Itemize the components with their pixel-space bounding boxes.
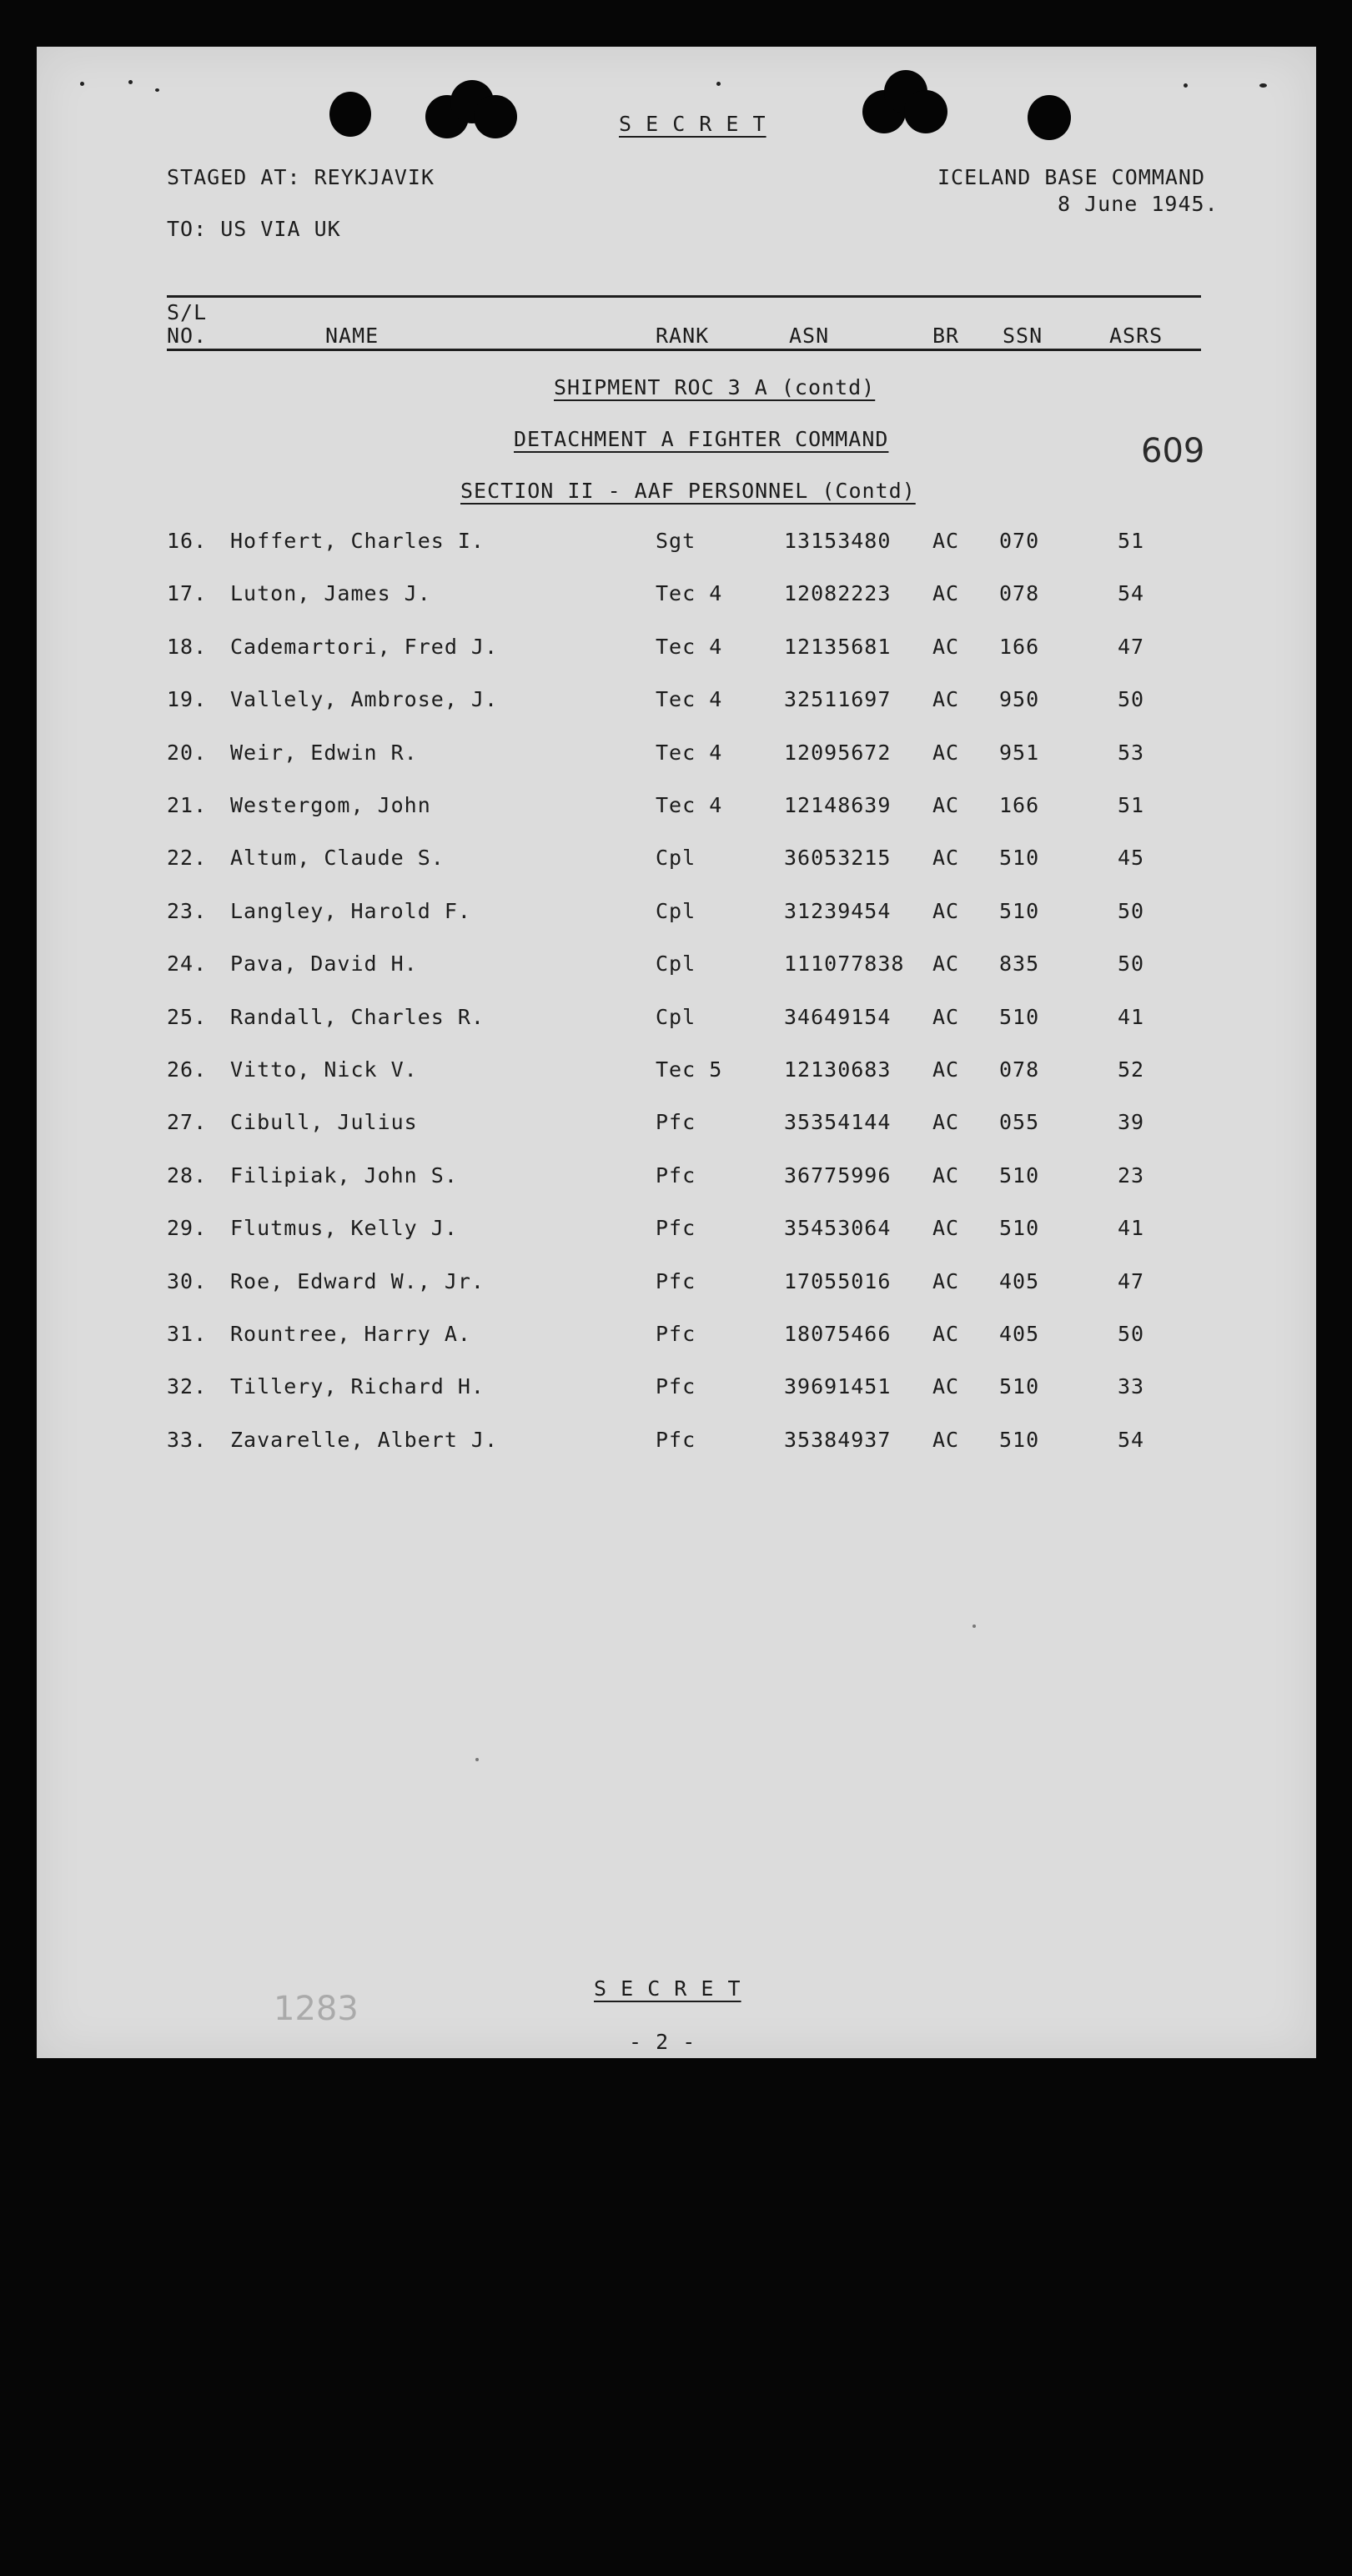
row-asrs: 50 [1118,1322,1145,1346]
row-asrs: 50 [1118,899,1145,923]
row-number: 33. [167,1428,208,1452]
row-br: AC [932,1110,960,1134]
row-rank: Pfc [656,1163,696,1188]
row-br: AC [932,581,960,605]
row-number: 17. [167,581,208,605]
speck [475,1758,479,1761]
row-number: 24. [167,952,208,976]
row-rank: Tec 4 [656,687,723,711]
row-asn: 34649154 [784,1005,892,1029]
document-page [37,47,1316,2058]
detachment-title: DETACHMENT A FIGHTER COMMAND [514,427,889,451]
row-name: Vallely, Ambrose, J. [230,687,499,711]
col-br: BR [932,324,960,348]
col-sl-no-line2: NO. [167,324,208,348]
row-br: AC [932,741,960,765]
row-asn: 36053215 [784,846,892,870]
row-asrs: 54 [1118,581,1145,605]
speck [1184,83,1188,88]
row-number: 26. [167,1057,208,1082]
row-asrs: 53 [1118,741,1145,765]
row-name: Pava, David H. [230,952,418,976]
row-asn: 12082223 [784,581,892,605]
row-ssn: 835 [999,952,1040,976]
row-asn: 35453064 [784,1216,892,1240]
row-ssn: 405 [999,1322,1040,1346]
punch-hole-left [329,92,371,137]
row-asrs: 39 [1118,1110,1145,1134]
row-br: AC [932,687,960,711]
row-asn: 35384937 [784,1428,892,1452]
row-asn: 111077838 [784,952,905,976]
row-number: 30. [167,1269,208,1293]
col-ssn: SSN [1003,324,1043,348]
speck [1259,83,1267,88]
row-rank: Cpl [656,846,696,870]
row-name: Randall, Charles R. [230,1005,485,1029]
row-br: AC [932,1322,960,1346]
row-number: 31. [167,1322,208,1346]
row-asn: 12095672 [784,741,892,765]
row-name: Hoffert, Charles I. [230,529,485,553]
row-asn: 18075466 [784,1322,892,1346]
row-name: Tillery, Richard H. [230,1374,485,1398]
row-ssn: 950 [999,687,1040,711]
row-name: Langley, Harold F. [230,899,471,923]
row-asrs: 23 [1118,1163,1145,1188]
row-br: AC [932,1005,960,1029]
row-ssn: 510 [999,1163,1040,1188]
speck [128,80,133,84]
row-ssn: 510 [999,899,1040,923]
command: ICELAND BASE COMMAND [937,165,1206,189]
row-number: 27. [167,1110,208,1134]
col-name: NAME [325,324,379,348]
row-ssn: 510 [999,1428,1040,1452]
row-name: Cibull, Julius [230,1110,418,1134]
row-asrs: 54 [1118,1428,1145,1452]
row-asrs: 47 [1118,1269,1145,1293]
row-asn: 12148639 [784,793,892,817]
header-rule-bottom [167,349,1201,351]
row-name: Cademartori, Fred J. [230,635,499,659]
row-number: 28. [167,1163,208,1188]
speck [155,88,159,92]
row-asn: 39691451 [784,1374,892,1398]
row-asrs: 51 [1118,529,1145,553]
row-rank: Pfc [656,1428,696,1452]
col-sl-no-line1: S/L [167,300,208,324]
header-rule-top [167,295,1201,298]
row-br: AC [932,952,960,976]
row-name: Rountree, Harry A. [230,1322,471,1346]
row-ssn: 510 [999,846,1040,870]
punch-hole-cluster-right [904,90,947,133]
row-br: AC [932,1216,960,1240]
row-rank: Cpl [656,899,696,923]
row-number: 29. [167,1216,208,1240]
row-rank: Cpl [656,1005,696,1029]
row-asrs: 41 [1118,1005,1145,1029]
row-name: Flutmus, Kelly J. [230,1216,458,1240]
row-ssn: 510 [999,1374,1040,1398]
row-rank: Sgt [656,529,696,553]
row-br: AC [932,635,960,659]
punch-hole-right [1028,95,1071,140]
row-ssn: 405 [999,1269,1040,1293]
row-asrs: 50 [1118,687,1145,711]
row-ssn: 078 [999,581,1040,605]
row-rank: Tec 4 [656,793,723,817]
row-br: AC [932,1057,960,1082]
classification-bottom: S E C R E T [594,1976,741,2001]
row-br: AC [932,1269,960,1293]
row-number: 32. [167,1374,208,1398]
row-asrs: 33 [1118,1374,1145,1398]
row-asrs: 51 [1118,793,1145,817]
row-rank: Tec 4 [656,635,723,659]
col-rank: RANK [656,324,710,348]
row-br: AC [932,529,960,553]
row-number: 20. [167,741,208,765]
staged-at: STAGED AT: REYKJAVIK [167,165,435,189]
row-asn: 12130683 [784,1057,892,1082]
row-asn: 31239454 [784,899,892,923]
row-number: 23. [167,899,208,923]
date: 8 June 1945. [1058,192,1219,216]
row-name: Weir, Edwin R. [230,741,418,765]
speck [973,1624,976,1628]
row-name: Westergom, John [230,793,431,817]
col-asn: ASN [789,324,830,348]
row-ssn: 510 [999,1216,1040,1240]
row-ssn: 166 [999,793,1040,817]
row-asrs: 50 [1118,952,1145,976]
page-number: - 2 - [629,2030,696,2054]
row-rank: Tec 4 [656,581,723,605]
row-asrs: 45 [1118,846,1145,870]
row-rank: Cpl [656,952,696,976]
row-rank: Pfc [656,1322,696,1346]
speck [716,82,721,86]
row-name: Roe, Edward W., Jr. [230,1269,485,1293]
section-title: SECTION II - AAF PERSONNEL (Contd) [460,479,916,503]
row-number: 19. [167,687,208,711]
punch-hole-cluster-left [474,95,517,138]
row-rank: Tec 4 [656,741,723,765]
row-number: 21. [167,793,208,817]
row-asrs: 52 [1118,1057,1145,1082]
row-name: Filipiak, John S. [230,1163,458,1188]
row-br: AC [932,1163,960,1188]
row-asn: 35354144 [784,1110,892,1134]
row-number: 16. [167,529,208,553]
shipment-title: SHIPMENT ROC 3 A (contd) [554,375,876,399]
row-asn: 13153480 [784,529,892,553]
row-br: AC [932,899,960,923]
row-ssn: 055 [999,1110,1040,1134]
row-name: Vitto, Nick V. [230,1057,418,1082]
row-asrs: 47 [1118,635,1145,659]
row-name: Altum, Claude S. [230,846,445,870]
row-rank: Pfc [656,1269,696,1293]
row-name: Luton, James J. [230,581,431,605]
row-ssn: 166 [999,635,1040,659]
row-number: 22. [167,846,208,870]
stamped-page-number: 609 [1141,432,1205,470]
row-name: Zavarelle, Albert J. [230,1428,499,1452]
row-br: AC [932,1428,960,1452]
row-asrs: 41 [1118,1216,1145,1240]
row-ssn: 510 [999,1005,1040,1029]
row-number: 18. [167,635,208,659]
row-br: AC [932,846,960,870]
speck [80,82,84,86]
faded-number: 1283 [274,1990,359,2028]
row-asn: 12135681 [784,635,892,659]
row-asn: 36775996 [784,1163,892,1188]
col-asrs: ASRS [1109,324,1164,348]
row-asn: 17055016 [784,1269,892,1293]
row-br: AC [932,793,960,817]
row-rank: Tec 5 [656,1057,723,1082]
row-number: 25. [167,1005,208,1029]
row-ssn: 070 [999,529,1040,553]
row-rank: Pfc [656,1216,696,1240]
row-ssn: 951 [999,741,1040,765]
to-line: TO: US VIA UK [167,217,341,241]
row-br: AC [932,1374,960,1398]
row-rank: Pfc [656,1110,696,1134]
row-rank: Pfc [656,1374,696,1398]
row-asn: 32511697 [784,687,892,711]
classification-top: S E C R E T [619,112,766,136]
row-ssn: 078 [999,1057,1040,1082]
